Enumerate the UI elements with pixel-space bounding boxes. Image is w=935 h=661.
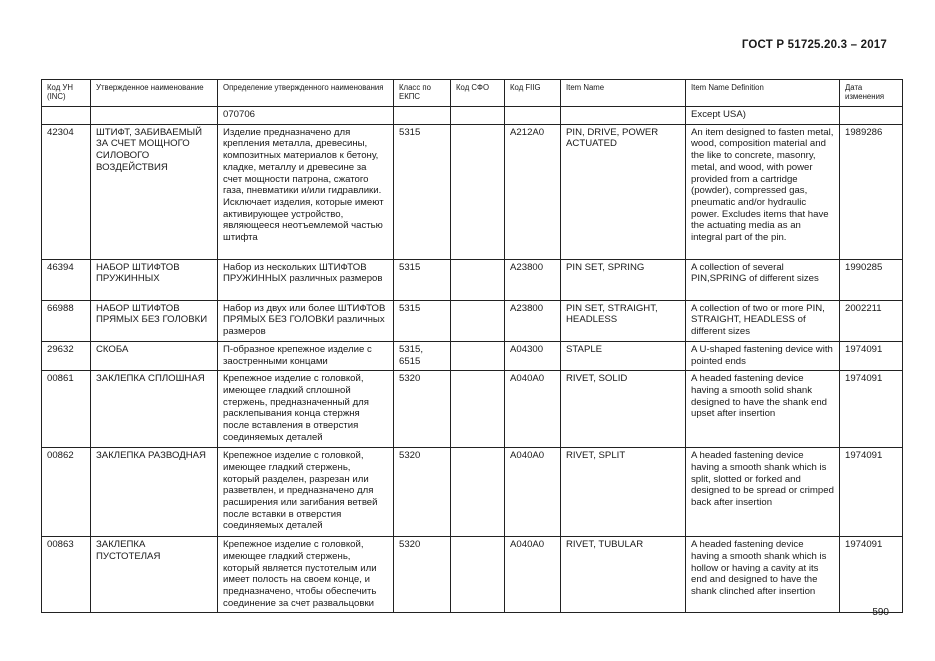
cell-fiig-code: A040A0 xyxy=(505,448,561,537)
cell-definition: Изделие предназначено для крепления металла, древесины, композитных материалов к бетону, кладке, металлу и древесине за счет мощности патрона, сжатого газа, пневматики и/или гидравлики. Исключает изделия, которые имеют активирующее устройство, являющееся неотъемлемой частью штифта xyxy=(218,124,394,259)
cell-item-name: PIN SET, SPRING xyxy=(561,259,686,300)
table-row xyxy=(42,107,903,125)
cell-approved-name: ЗАКЛЕПКА ПУСТОТЕЛАЯ xyxy=(91,537,218,613)
cell-definition: Крепежное изделие с головкой, имеющее гладкий стержень, который разделен, разрезан или разветвлен, и предназначено для расширения или загибания ветвей после вставки в отверстия соединяемых деталей xyxy=(218,448,394,537)
cell-sfo-code xyxy=(451,341,505,370)
cell-item-name-definition: A collection of two or more PIN, STRAIGHT, HEADLESS of different sizes xyxy=(686,300,840,341)
cell-inc: 42304 xyxy=(42,124,91,259)
table-row xyxy=(42,448,903,537)
cell-inc: 46394 xyxy=(42,259,91,300)
cell-change-date: 2002211 xyxy=(840,300,903,341)
cell-change-date: 1974091 xyxy=(840,371,903,448)
cell-inc: 00862 xyxy=(42,448,91,537)
column-header-ekps-class: Класс по ЕКПС xyxy=(394,80,451,107)
cell-ekps-class: 5315 xyxy=(394,259,451,300)
cell-change-date: 1974091 xyxy=(840,341,903,370)
cell-change-date: 1989286 xyxy=(840,124,903,259)
document-standard-header: ГОСТ Р 51725.20.3 – 2017 xyxy=(741,39,887,51)
table-row xyxy=(42,341,903,370)
cell-sfo-code xyxy=(451,107,505,125)
cell-sfo-code xyxy=(451,124,505,259)
column-header-inc: Код УН (INC) xyxy=(42,80,91,107)
cell-approved-name xyxy=(91,107,218,125)
column-header-sfo-code: Код СФО xyxy=(451,80,505,107)
column-header-definition: Определение утвержденного наименования xyxy=(218,80,394,107)
cell-approved-name: ЗАКЛЕПКА РАЗВОДНАЯ xyxy=(91,448,218,537)
catalog-table xyxy=(41,79,903,613)
cell-item-name-definition: A headed fastening device having a smooth solid shank designed to have the shank end upset after insertion xyxy=(686,371,840,448)
cell-item-name xyxy=(561,107,686,125)
cell-ekps-class: 5320 xyxy=(394,537,451,613)
cell-sfo-code xyxy=(451,259,505,300)
cell-sfo-code xyxy=(451,537,505,613)
cell-fiig-code xyxy=(505,107,561,125)
cell-ekps-class: 5315, 6515 xyxy=(394,341,451,370)
cell-inc: 66988 xyxy=(42,300,91,341)
table-header-row xyxy=(42,80,903,107)
cell-approved-name: ШТИФТ, ЗАБИВАЕМЫЙ ЗА СЧЕТ МОЩНОГО СИЛОВОГО ВОЗДЕЙСТВИЯ xyxy=(91,124,218,259)
cell-approved-name: СКОБА xyxy=(91,341,218,370)
cell-approved-name: НАБОР ШТИФТОВ ПРЯМЫХ БЕЗ ГОЛОВКИ xyxy=(91,300,218,341)
page-number: 590 xyxy=(872,607,889,618)
cell-ekps-class: 5315 xyxy=(394,300,451,341)
cell-sfo-code xyxy=(451,300,505,341)
cell-definition: Набор из нескольких ШТИФТОВ ПРУЖИННЫХ различных размеров xyxy=(218,259,394,300)
cell-ekps-class xyxy=(394,107,451,125)
cell-ekps-class: 5315 xyxy=(394,124,451,259)
cell-fiig-code: A040A0 xyxy=(505,371,561,448)
cell-change-date: 1974091 xyxy=(840,448,903,537)
cell-item-name: PIN, DRIVE, POWER ACTUATED xyxy=(561,124,686,259)
column-header-item-name: Item Name xyxy=(561,80,686,107)
cell-definition: Крепежное изделие с головкой, имеющее гладкий стержень, который является пустотелым или имеет полость на своем конце, и предназначено, чтобы обеспечить соединение за счет развальцовки xyxy=(218,537,394,613)
cell-inc: 29632 xyxy=(42,341,91,370)
cell-change-date xyxy=(840,107,903,125)
cell-approved-name: НАБОР ШТИФТОВ ПРУЖИННЫХ xyxy=(91,259,218,300)
cell-definition: Крепежное изделие с головкой, имеющее гладкий сплошной стержень, предназначенный для расклепывания конца стержня после вставления в отверстия соединяемых деталей xyxy=(218,371,394,448)
cell-item-name: RIVET, SPLIT xyxy=(561,448,686,537)
cell-inc: 00863 xyxy=(42,537,91,613)
column-header-item-name-definition: Item Name Definition xyxy=(686,80,840,107)
cell-fiig-code: A23800 xyxy=(505,300,561,341)
table-row xyxy=(42,371,903,448)
column-header-fiig-code: Код FIIG xyxy=(505,80,561,107)
cell-item-name: RIVET, SOLID xyxy=(561,371,686,448)
cell-approved-name: ЗАКЛЕПКА СПЛОШНАЯ xyxy=(91,371,218,448)
cell-item-name-definition: Except USA) xyxy=(686,107,840,125)
cell-ekps-class: 5320 xyxy=(394,448,451,537)
cell-sfo-code xyxy=(451,448,505,537)
table-row xyxy=(42,124,903,259)
cell-definition: Набор из двух или более ШТИФТОВ ПРЯМЫХ БЕЗ ГОЛОВКИ различных размеров xyxy=(218,300,394,341)
column-header-approved-name: Утвержденное наименование xyxy=(91,80,218,107)
cell-item-name: PIN SET, STRAIGHT, HEADLESS xyxy=(561,300,686,341)
cell-change-date: 1990285 xyxy=(840,259,903,300)
cell-definition: 070706 xyxy=(218,107,394,125)
cell-item-name-definition: A U-shaped fastening device with pointed ends xyxy=(686,341,840,370)
table-row xyxy=(42,300,903,341)
cell-inc xyxy=(42,107,91,125)
cell-definition: П-образное крепежное изделие с заостренными концами xyxy=(218,341,394,370)
column-header-change-date: Дата изменения xyxy=(840,80,903,107)
cell-sfo-code xyxy=(451,371,505,448)
cell-item-name-definition: A collection of several PIN,SPRING of different sizes xyxy=(686,259,840,300)
cell-item-name-definition: A headed fastening device having a smooth shank which is split, slotted or forked and designed to be spread or crimped back after insertion xyxy=(686,448,840,537)
cell-item-name: STAPLE xyxy=(561,341,686,370)
cell-item-name-definition: A headed fastening device having a smooth shank which is hollow or having a cavity at its end and designed to have the shank clinched after insertion xyxy=(686,537,840,613)
cell-fiig-code: A212A0 xyxy=(505,124,561,259)
table-row xyxy=(42,537,903,613)
table-row xyxy=(42,259,903,300)
cell-ekps-class: 5320 xyxy=(394,371,451,448)
cell-inc: 00861 xyxy=(42,371,91,448)
cell-change-date: 1974091 xyxy=(840,537,903,613)
cell-fiig-code: A040A0 xyxy=(505,537,561,613)
cell-fiig-code: A23800 xyxy=(505,259,561,300)
cell-item-name: RIVET, TUBULAR xyxy=(561,537,686,613)
cell-fiig-code: A04300 xyxy=(505,341,561,370)
cell-item-name-definition: An item designed to fasten metal, wood, composition material and the like to concrete, masonry, metal, and wood, with power provided from a cartridge (powder), compressed gas, pneumatic and/or hydraulic power. Excludes items that have the actuating media as an integral part of the pin. xyxy=(686,124,840,259)
